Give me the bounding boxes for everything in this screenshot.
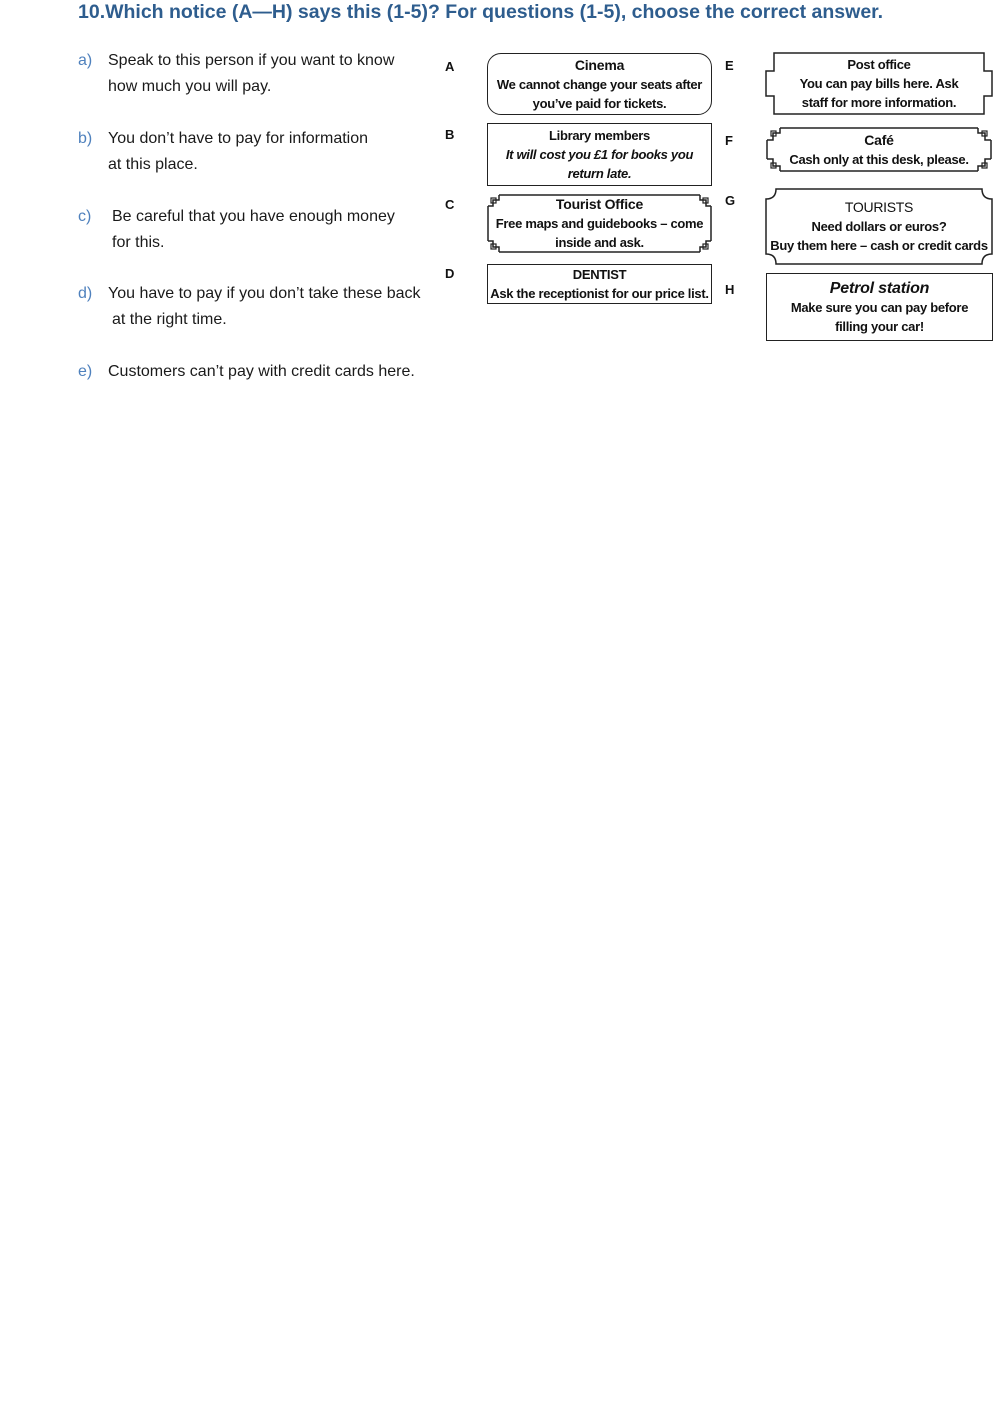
question-text: You have to pay if you don’t take these back bbox=[108, 285, 421, 302]
notice-text: Cash only at this desk, please. bbox=[789, 151, 969, 167]
notice-title: TOURISTS bbox=[844, 199, 914, 215]
notice-text: return late. bbox=[567, 166, 632, 181]
notice-text: It will cost you £1 for books you bbox=[505, 147, 694, 162]
notice-dentist bbox=[487, 264, 712, 304]
notice-text: Ask the receptionist for our price list. bbox=[490, 286, 709, 301]
question-text: Be careful that you have enough money bbox=[112, 208, 395, 225]
notice-letter-e: E bbox=[725, 58, 734, 73]
question-c bbox=[78, 204, 395, 256]
notice-text: Buy them here – cash or credit cards bbox=[770, 238, 988, 253]
notice-letter-d: D bbox=[445, 266, 455, 281]
notice-text: you’ve paid for tickets. bbox=[532, 95, 667, 111]
question-text: You don’t have to pay for information bbox=[108, 130, 369, 147]
question-b bbox=[78, 126, 368, 178]
notice-title: Petrol station bbox=[829, 279, 930, 297]
notice-tourist-office bbox=[485, 192, 714, 255]
notice-library bbox=[487, 123, 712, 186]
notice-petrol-station bbox=[766, 273, 993, 341]
question-d bbox=[78, 281, 421, 333]
question-letter: e) bbox=[78, 363, 93, 380]
notice-letter-c: C bbox=[445, 197, 455, 212]
notice-letter-b: B bbox=[445, 127, 455, 142]
notice-text: Need dollars or euros? bbox=[811, 219, 947, 234]
notice-title: DENTIST bbox=[572, 267, 627, 282]
notice-cafe bbox=[764, 125, 994, 174]
question-text: at this place. bbox=[108, 156, 198, 173]
question-text: at the right time. bbox=[112, 311, 227, 328]
notice-letter-h: H bbox=[725, 282, 735, 297]
question-letter: d) bbox=[78, 285, 93, 302]
notice-title: Library members bbox=[549, 128, 650, 143]
notice-title: Post office bbox=[847, 57, 911, 72]
notice-cinema bbox=[487, 53, 712, 115]
notice-title: Tourist Office bbox=[555, 196, 644, 212]
question-text: Speak to this person if you want to know bbox=[108, 52, 395, 69]
exercise-title: 10.Which notice (A—H) says this (1-5)? For questions (1-5), choose the correct answer. bbox=[78, 1, 884, 23]
notice-text: staff for more information. bbox=[801, 95, 957, 110]
notice-text: We cannot change your seats after bbox=[496, 76, 703, 92]
question-text: how much you will pay. bbox=[108, 78, 272, 95]
question-text: for this. bbox=[112, 234, 165, 251]
notice-text: inside and ask. bbox=[555, 235, 644, 250]
notice-letter-a: A bbox=[445, 59, 455, 74]
notice-text: You can pay bills here. Ask bbox=[799, 76, 959, 91]
notice-text: Make sure you can pay before bbox=[790, 299, 969, 315]
question-text: Customers can’t pay with credit cards here. bbox=[108, 363, 415, 380]
notice-title: Cinema bbox=[574, 56, 625, 73]
question-letter: c) bbox=[78, 208, 92, 225]
notice-post-office bbox=[764, 51, 994, 116]
notice-letter-g: G bbox=[725, 193, 736, 208]
notice-tourists bbox=[764, 187, 994, 266]
question-a bbox=[78, 48, 394, 100]
notice-text: Free maps and guidebooks – come bbox=[495, 216, 704, 231]
notice-letter-f: F bbox=[725, 133, 733, 148]
question-letter: b) bbox=[78, 130, 93, 147]
notice-title: Café bbox=[864, 131, 894, 148]
question-letter: a) bbox=[78, 52, 93, 69]
notice-text: filling your car! bbox=[835, 318, 924, 334]
question-e bbox=[78, 359, 415, 385]
